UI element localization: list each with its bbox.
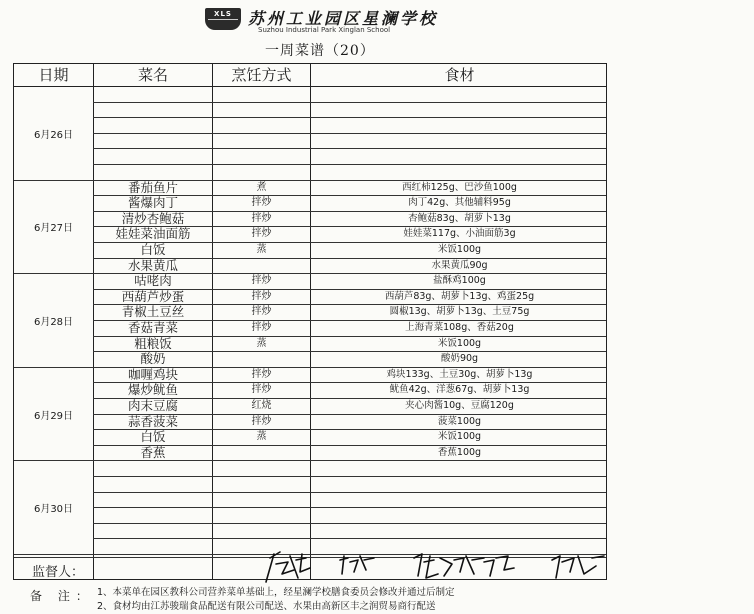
dish-name: 肉末豆腐	[127, 398, 178, 413]
row-divider	[93, 492, 606, 493]
row-divider	[93, 164, 606, 165]
dish-name: 香蕉	[140, 444, 166, 460]
header-method: 烹饪方式	[231, 66, 292, 84]
cooking-method: 拌炒	[251, 228, 272, 240]
cooking-method: 拌炒	[251, 212, 272, 224]
cooking-method: 煮	[256, 181, 267, 193]
logo-underline	[208, 19, 238, 20]
ingredients: 上海青菜108g、香菇20g	[405, 322, 514, 333]
ingredients: 娃娃菜117g、小油面筋3g	[403, 228, 516, 240]
day-date: 6月26日	[33, 129, 74, 141]
dish-name: 咕咾肉	[134, 273, 172, 289]
ingredients: 肉丁42g、其他辅料95g	[408, 197, 511, 209]
cooking-method: 拌炒	[251, 384, 272, 396]
cooking-method	[213, 258, 310, 274]
dish-name: 蒜香菠菜	[127, 413, 178, 429]
ingredients: 米饭100g	[437, 244, 482, 255]
dish-name: 番茄鱼片	[127, 179, 178, 195]
dish-name: 西葫芦炒蛋	[121, 288, 185, 304]
dish-name: 白饭	[140, 242, 166, 257]
ingredients: 米饭100g	[437, 431, 482, 443]
ingredients: 米饭100g	[437, 337, 482, 349]
notes-label: 备 注：	[30, 589, 94, 603]
ingredients: 夹心肉酱10g、豆腐120g	[405, 400, 514, 411]
ingredients: 西葫芦83g、胡萝卜13g、鸡蛋25g	[384, 290, 535, 302]
header-dish: 菜名	[137, 66, 168, 84]
dish-name: 酱爆肉丁	[127, 195, 178, 211]
dish-name: 粗粮饭	[134, 335, 172, 351]
row-divider	[93, 507, 606, 508]
school-name-en: Suzhou Industrial Park Xinglan School	[258, 26, 391, 34]
header-date: 日期	[38, 66, 69, 84]
header-divider	[14, 86, 606, 87]
dish-name: 酸奶	[140, 351, 166, 367]
cooking-method: 拌炒	[251, 368, 272, 380]
document-title: 一周菜谱（20）	[265, 43, 375, 59]
row-divider	[93, 538, 606, 539]
cooking-method: 拌炒	[251, 275, 272, 287]
cooking-method: 拌炒	[251, 415, 272, 427]
school-logo	[205, 8, 241, 30]
row-divider	[93, 117, 606, 118]
ingredients: 盐酥鸡100g	[433, 275, 486, 287]
dish-name: 咖喱鸡块	[127, 366, 178, 382]
cooking-method	[213, 445, 310, 461]
weekly-menu-table	[13, 63, 607, 580]
cooking-method: 蒸	[256, 431, 267, 443]
header-ingredients: 食材	[444, 66, 475, 84]
cooking-method: 拌炒	[251, 322, 272, 333]
cooking-method: 蒸	[256, 337, 267, 349]
ingredients: 鱿鱼42g、洋葱67g、胡萝卜13g	[389, 384, 530, 396]
day-date: 6月30日	[33, 504, 74, 516]
dish-name: 白饭	[140, 429, 166, 445]
cooking-method: 拌炒	[251, 197, 272, 209]
row-divider	[93, 102, 606, 103]
day-date: 6月29日	[33, 410, 74, 422]
cooking-method: 拌炒	[251, 306, 272, 318]
day-date: 6月28日	[33, 317, 74, 328]
cooking-method: 红烧	[251, 400, 272, 411]
ingredients: 西红柿125g、巴沙鱼100g	[402, 181, 517, 193]
ingredients: 香蕉100g	[437, 446, 482, 458]
cooking-method: 拌炒	[251, 290, 272, 302]
dish-name: 青椒土豆丝	[121, 304, 185, 320]
ingredients: 水果黄瓜90g	[431, 259, 488, 271]
cooking-method: 蒸	[256, 244, 267, 255]
dish-name: 水果黄瓜	[127, 257, 178, 273]
note-line-1: 1、本菜单在园区教科公司营养菜单基础上，经星澜学校膳食委员会修改并通过后制定	[97, 587, 455, 598]
row-divider	[93, 133, 606, 134]
ingredients: 菠菜100g	[437, 415, 482, 427]
supervisor-signatures	[262, 548, 622, 588]
note-line-2: 2、食材均由江苏骏瑞食品配送有限公司配送、水果由高新区丰之润贸易商行配送	[97, 601, 436, 612]
day-date: 6月27日	[33, 223, 74, 235]
ingredients: 圆椒13g、胡萝卜13g、土豆75g	[389, 306, 530, 318]
dish-name: 清炒杏鲍菇	[121, 210, 185, 226]
row-divider	[93, 148, 606, 149]
day-divider	[14, 460, 606, 461]
ingredients: 鸡块133g、土豆30g、胡萝卜13g	[386, 368, 533, 380]
school-name-cn: 苏州工业园区星澜学校	[248, 9, 439, 28]
dish-name: 香菇青菜	[127, 320, 178, 335]
cooking-method	[213, 351, 310, 367]
supervisor-label: 监督人：	[32, 565, 85, 580]
ingredients: 酸奶90g	[440, 353, 479, 365]
row-divider	[93, 476, 606, 477]
dish-name: 娃娃菜油面筋	[115, 226, 191, 242]
ingredients: 杏鲍菇83g、胡萝卜13g	[408, 212, 511, 224]
logo-text: XLS	[214, 10, 232, 18]
row-divider	[93, 523, 606, 524]
dish-name: 爆炒鱿鱼	[127, 382, 178, 398]
